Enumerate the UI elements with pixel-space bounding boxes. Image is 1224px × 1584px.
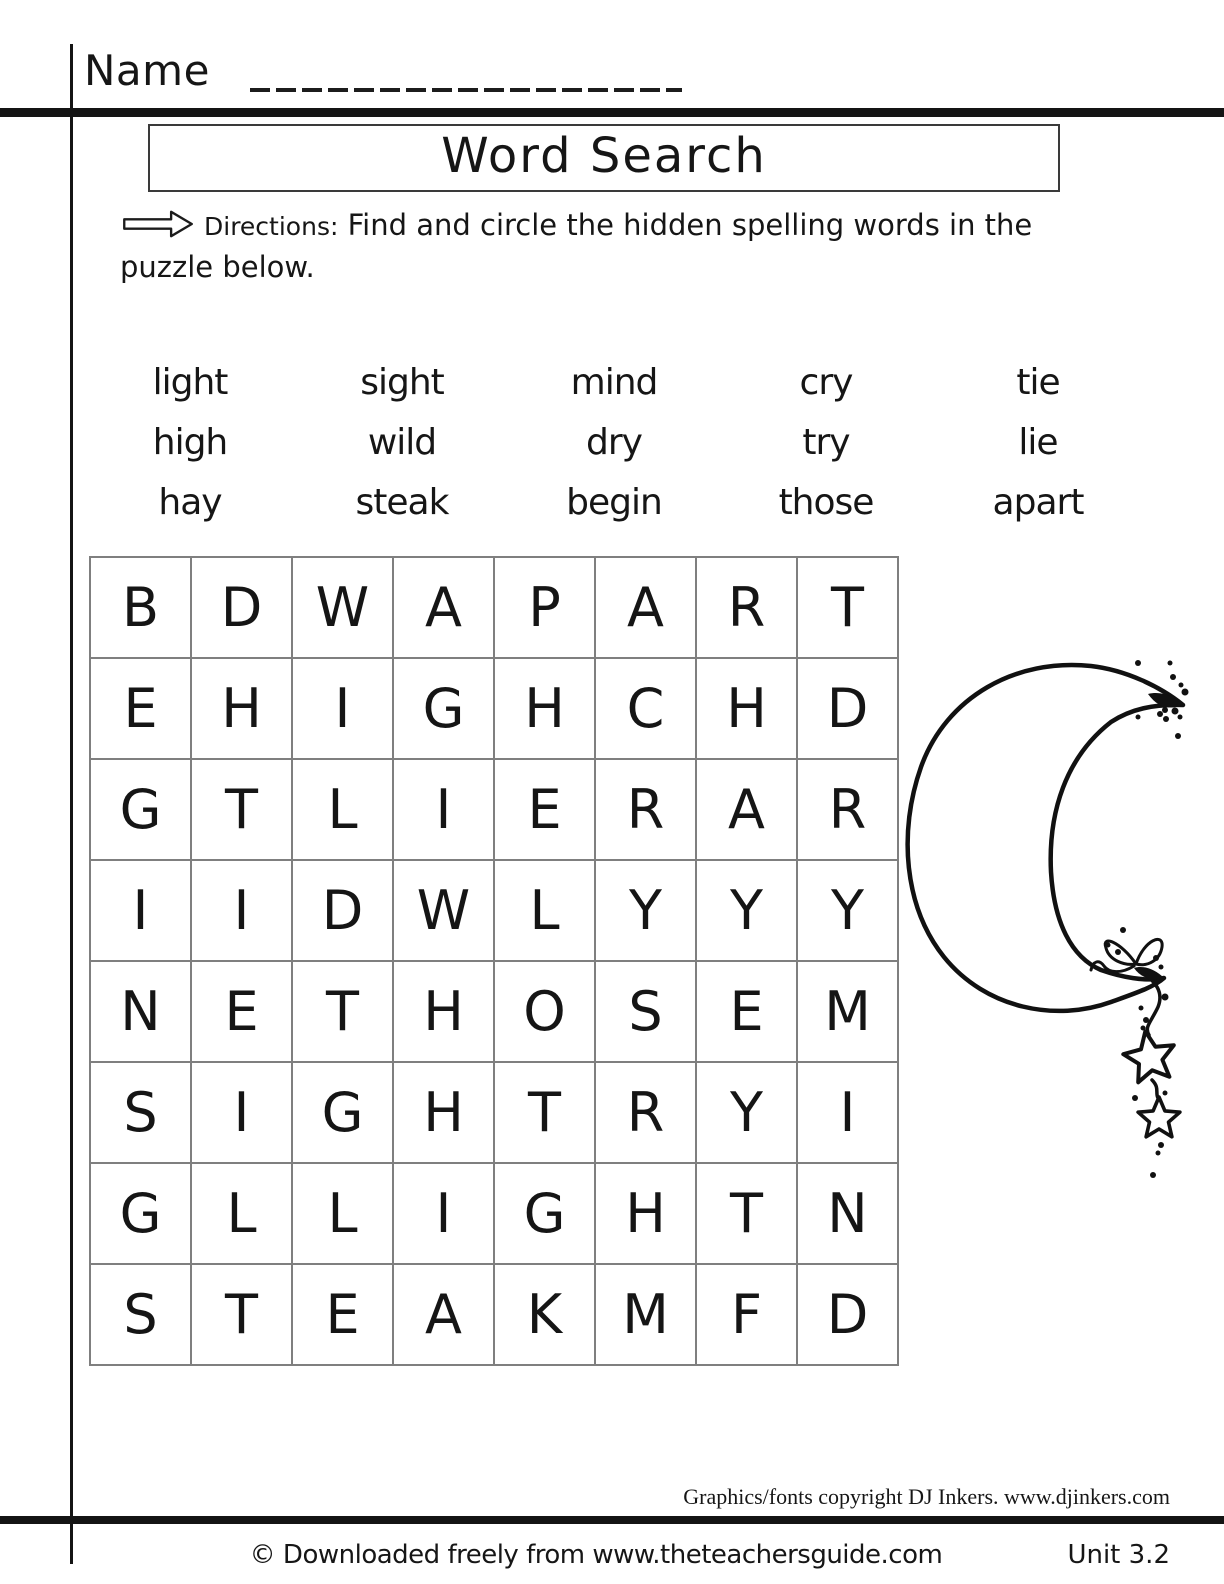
grid-cell: T xyxy=(191,1264,292,1365)
star-icon xyxy=(1138,1097,1180,1137)
grid-cell: O xyxy=(494,961,595,1062)
grid-cell: E xyxy=(191,961,292,1062)
bottom-divider-rule xyxy=(0,1516,1224,1524)
grid-cell: W xyxy=(393,860,494,961)
grid-cell: M xyxy=(797,961,898,1062)
name-blank-line xyxy=(250,88,682,92)
word-list-item: mind xyxy=(570,361,658,403)
grid-cell: H xyxy=(191,658,292,759)
credit-text: Graphics/fonts copyright DJ Inkers. www.djinkers.com xyxy=(683,1484,1170,1509)
directions-text: Find and circle the hidden spelling words in the puzzle below. xyxy=(120,208,1033,285)
grid-cell: G xyxy=(90,759,191,860)
grid-cell: G xyxy=(393,658,494,759)
grid-cell: S xyxy=(595,961,696,1062)
word-list-item: lie xyxy=(1018,421,1058,463)
grid-cell: G xyxy=(90,1163,191,1264)
grid-row xyxy=(90,557,898,658)
grid-cell: L xyxy=(292,1163,393,1264)
grid-row xyxy=(90,658,898,759)
grid-row xyxy=(90,860,898,961)
left-margin-rule xyxy=(70,44,73,1564)
word-list-item: begin xyxy=(566,481,662,523)
word-list-item: tie xyxy=(1016,361,1060,403)
word-list-item: cry xyxy=(799,361,853,403)
page-title: Word Search xyxy=(441,128,767,184)
grid-cell: T xyxy=(191,759,292,860)
grid-cell: I xyxy=(393,1163,494,1264)
grid-cell: Y xyxy=(696,860,797,961)
grid-cell: T xyxy=(696,1163,797,1264)
grid-cell: K xyxy=(494,1264,595,1365)
grid-cell: M xyxy=(595,1264,696,1365)
grid-cell: E xyxy=(696,961,797,1062)
grid-cell: H xyxy=(393,961,494,1062)
grid-cell: C xyxy=(595,658,696,759)
grid-cell: F xyxy=(696,1264,797,1365)
top-divider-rule xyxy=(0,108,1224,117)
grid-cell: N xyxy=(797,1163,898,1264)
word-list-item: steak xyxy=(355,481,449,523)
puzzle-grid-body xyxy=(90,557,898,1365)
download-note: © Downloaded freely from www.theteachersguide.com xyxy=(249,1540,943,1570)
grid-cell: H xyxy=(595,1163,696,1264)
grid-cell: E xyxy=(90,658,191,759)
grid-cell: E xyxy=(292,1264,393,1365)
grid-cell: E xyxy=(494,759,595,860)
directions-label: Directions: xyxy=(204,212,339,241)
grid-cell: A xyxy=(595,557,696,658)
grid-cell: I xyxy=(292,658,393,759)
grid-row xyxy=(90,1264,898,1365)
grid-cell: D xyxy=(797,1264,898,1365)
moon-and-stars-illustration xyxy=(896,652,1196,1182)
grid-cell: D xyxy=(191,557,292,658)
grid-cell: I xyxy=(191,860,292,961)
word-list-item: those xyxy=(778,481,874,523)
grid-row xyxy=(90,961,898,1062)
word-list-item: light xyxy=(152,361,228,403)
grid-cell: L xyxy=(494,860,595,961)
grid-cell: A xyxy=(393,557,494,658)
star-icon xyxy=(1123,1031,1174,1082)
grid-cell: P xyxy=(494,557,595,658)
name-label: Name xyxy=(84,46,210,95)
grid-cell: R xyxy=(797,759,898,860)
grid-cell: I xyxy=(797,1062,898,1163)
grid-cell: S xyxy=(90,1062,191,1163)
grid-row xyxy=(90,1163,898,1264)
grid-cell: T xyxy=(292,961,393,1062)
grid-cell: Y xyxy=(595,860,696,961)
grid-cell: G xyxy=(292,1062,393,1163)
grid-cell: Y xyxy=(797,860,898,961)
grid-cell: N xyxy=(90,961,191,1062)
grid-cell: I xyxy=(191,1062,292,1163)
word-search-grid xyxy=(89,556,899,1366)
grid-cell: A xyxy=(696,759,797,860)
word-list-item: try xyxy=(802,421,850,463)
word-list-item: sight xyxy=(360,361,444,403)
grid-cell: S xyxy=(90,1264,191,1365)
grid-cell: H xyxy=(393,1062,494,1163)
grid-cell: W xyxy=(292,557,393,658)
grid-cell: T xyxy=(797,557,898,658)
right-arrow-icon xyxy=(120,209,196,239)
directions xyxy=(120,204,1110,288)
grid-cell: I xyxy=(90,860,191,961)
sparkle-dots xyxy=(1106,660,1189,1178)
grid-cell: I xyxy=(393,759,494,860)
grid-row xyxy=(90,1062,898,1163)
grid-cell: A xyxy=(393,1264,494,1365)
word-list-item: dry xyxy=(586,421,642,463)
grid-cell: B xyxy=(90,557,191,658)
grid-cell: H xyxy=(696,658,797,759)
grid-cell: D xyxy=(292,860,393,961)
grid-cell: D xyxy=(797,658,898,759)
grid-cell: G xyxy=(494,1163,595,1264)
grid-cell: R xyxy=(696,557,797,658)
unit-label: Unit 3.2 xyxy=(1067,1540,1170,1570)
word-list-item: hay xyxy=(158,481,222,523)
grid-cell: Y xyxy=(696,1062,797,1163)
word-list-item: high xyxy=(152,421,228,463)
grid-cell: H xyxy=(494,658,595,759)
grid-cell: L xyxy=(191,1163,292,1264)
grid-cell: T xyxy=(494,1062,595,1163)
word-list-item: apart xyxy=(992,481,1084,523)
grid-cell: R xyxy=(595,759,696,860)
word-list-item: wild xyxy=(367,421,437,463)
title-box xyxy=(148,124,1060,192)
word-list xyxy=(84,352,1144,532)
grid-cell: L xyxy=(292,759,393,860)
grid-cell: R xyxy=(595,1062,696,1163)
grid-row xyxy=(90,759,898,860)
